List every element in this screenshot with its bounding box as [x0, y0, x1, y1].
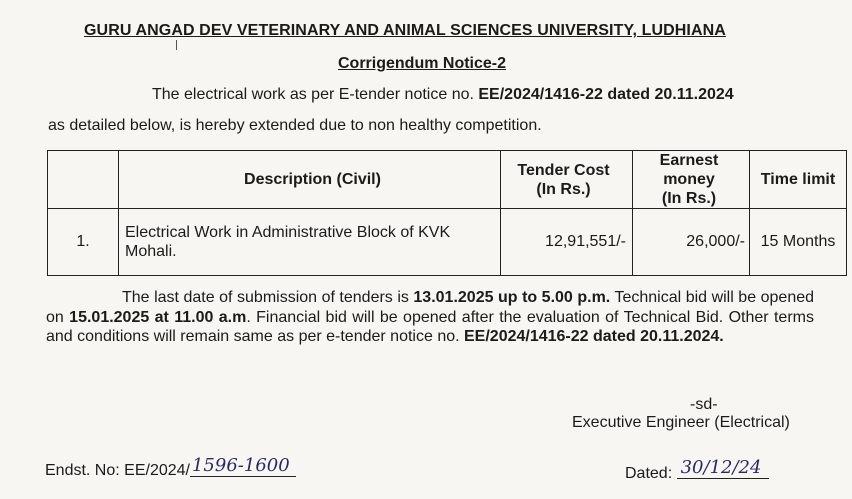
signatory-designation: Executive Engineer (Electrical): [572, 414, 790, 431]
body-paragraph: [46, 288, 814, 347]
header-earnest-line3: (In Rs.): [661, 190, 717, 207]
header-tender-cost-line1: Tender Cost: [517, 161, 610, 179]
signature-sd: -sd-: [690, 396, 718, 413]
cell-description: [119, 209, 501, 276]
dated-handwritten: 30/12/24: [677, 457, 770, 479]
table-row: [48, 209, 847, 276]
header-earnest-line1: Earnest: [659, 152, 719, 169]
body-text-2: Technical bid will be opened on: [46, 289, 815, 326]
submission-deadline: 13.01.2025 up to 5.00 p.m.: [413, 289, 611, 306]
endorsement-date: [625, 457, 769, 484]
header-description: Description (Civil): [119, 151, 501, 209]
header-time-limit: Time limit: [750, 151, 847, 209]
cell-sno: 1.: [48, 209, 119, 276]
header-earnest-money: [633, 151, 750, 209]
technical-bid-opening: 15.01.2025 at 11.00 a.m: [69, 308, 247, 326]
cell-description-line1: Electrical Work in Administrative Block of KVK: [125, 224, 451, 241]
endorsement-handwritten: 1596-1600: [190, 455, 296, 477]
cell-time-limit: 15 Months: [750, 209, 847, 276]
body-text-1: The last date of submission of tenders is: [122, 289, 414, 306]
notice-reference: EE/2024/1416-22: [478, 86, 603, 103]
table-header-row: [48, 151, 847, 209]
intro-line-2: as detailed below, is hereby extended due to non healthy competition.: [48, 117, 542, 134]
cell-tender-cost: 12,91,551/-: [501, 209, 633, 276]
tender-table: [47, 150, 847, 276]
cell-description-line2: Mohali.: [125, 243, 177, 260]
university-heading: GURU ANGAD DEV VETERINARY AND ANIMAL SCIENCES UNIVERSITY, LUDHIANA: [84, 22, 726, 39]
header-earnest-line2: money: [663, 171, 715, 188]
notice-date: 20.11.2024: [654, 86, 734, 103]
intro-line-1: [152, 86, 734, 104]
intro-text: The electrical work as per E-tender notice no.: [152, 86, 479, 103]
endorsement-label: Endst. No: EE/2024/: [45, 462, 190, 479]
notice-reference-closing: EE/2024/1416-22 dated 20.11.2024.: [464, 328, 724, 345]
dated-label: Dated:: [625, 465, 673, 482]
notice-title: Corrigendum Notice-2: [338, 55, 507, 72]
cell-earnest-money: 26,000/-: [633, 209, 750, 276]
body-text-3: . Financial bid will be opened after the evaluation of Technical Bid. Other terms and conditions will remain same as per e-tender notice no.: [46, 308, 814, 345]
endorsement-number: [45, 455, 296, 481]
header-tender-cost-line2: (In Rs.): [536, 180, 591, 198]
header-sno: [48, 151, 119, 209]
header-tender-cost: [501, 151, 633, 209]
pen-mark: [176, 40, 177, 50]
dated-word: dated: [602, 86, 655, 103]
